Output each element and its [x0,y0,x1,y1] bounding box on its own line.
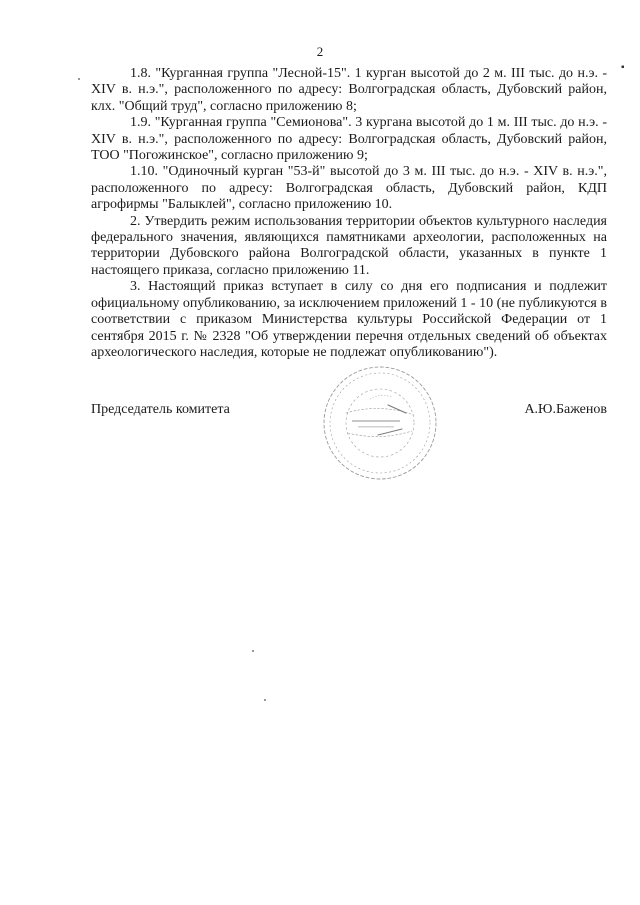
paragraph-2: 2. Утвердить режим использования территории объектов культурного наследия федерального значения, являющихся памятниками археологии, расположенных на территории Дубовского района Волгоградской области, указанных в пункте 1 настоящего приказа, согласно приложению 11. [91,213,607,278]
scan-speck [252,650,254,652]
official-seal-stamp [318,363,442,483]
paragraph-3: 3. Настоящий приказ вступает в силу со дня его подписания и подлежит официальному опубликованию, за исключением приложений 1 - 10 (не публикуются в соответствии с приказом Министерства культуры Российской Федерации от 1 сентября 2015 г. № 2328 "Об утверждении перечня отдельных сведений об объектах археологического наследия, которые не подлежат опубликованию"). [91,279,607,360]
page-number: 2 [316,44,324,59]
signatory-title: Председатель комитета [91,402,230,417]
paragraph-1-10: 1.10. "Одиночный курган "53-й" высотой до 3 м. III тыс. до н.э. - XIV в. н.э.", расположенного по адресу: Волгоградская область, Дубовский район, КДП агрофирмы "Балыклей", согласно приложению 10. [91,164,607,213]
corner-mark: ▪ [621,62,625,73]
paragraph-1-9: 1.9. "Курганная группа "Семионова". 3 кургана высотой до 1 м. III тыс. до н.э. - XIV в. н.э.", расположенного по адресу: Волгоградская область, Дубовский район, ТОО "Погожинское", согласно приложению 9; [91,115,607,164]
signatory-name: А.Ю.Баженов [524,402,607,417]
scan-speck [264,699,266,701]
paragraph-1-8: 1.8. "Курганная группа "Лесной-15". 1 курган высотой до 2 м. III тыс. до н.э. - XIV в. н.э.", расположенного по адресу: Волгоградская область, Дубовский район, клх. "Общий труд", согласно приложению 8; [91,66,607,114]
scan-speck [78,78,80,80]
document-body [91,66,607,361]
